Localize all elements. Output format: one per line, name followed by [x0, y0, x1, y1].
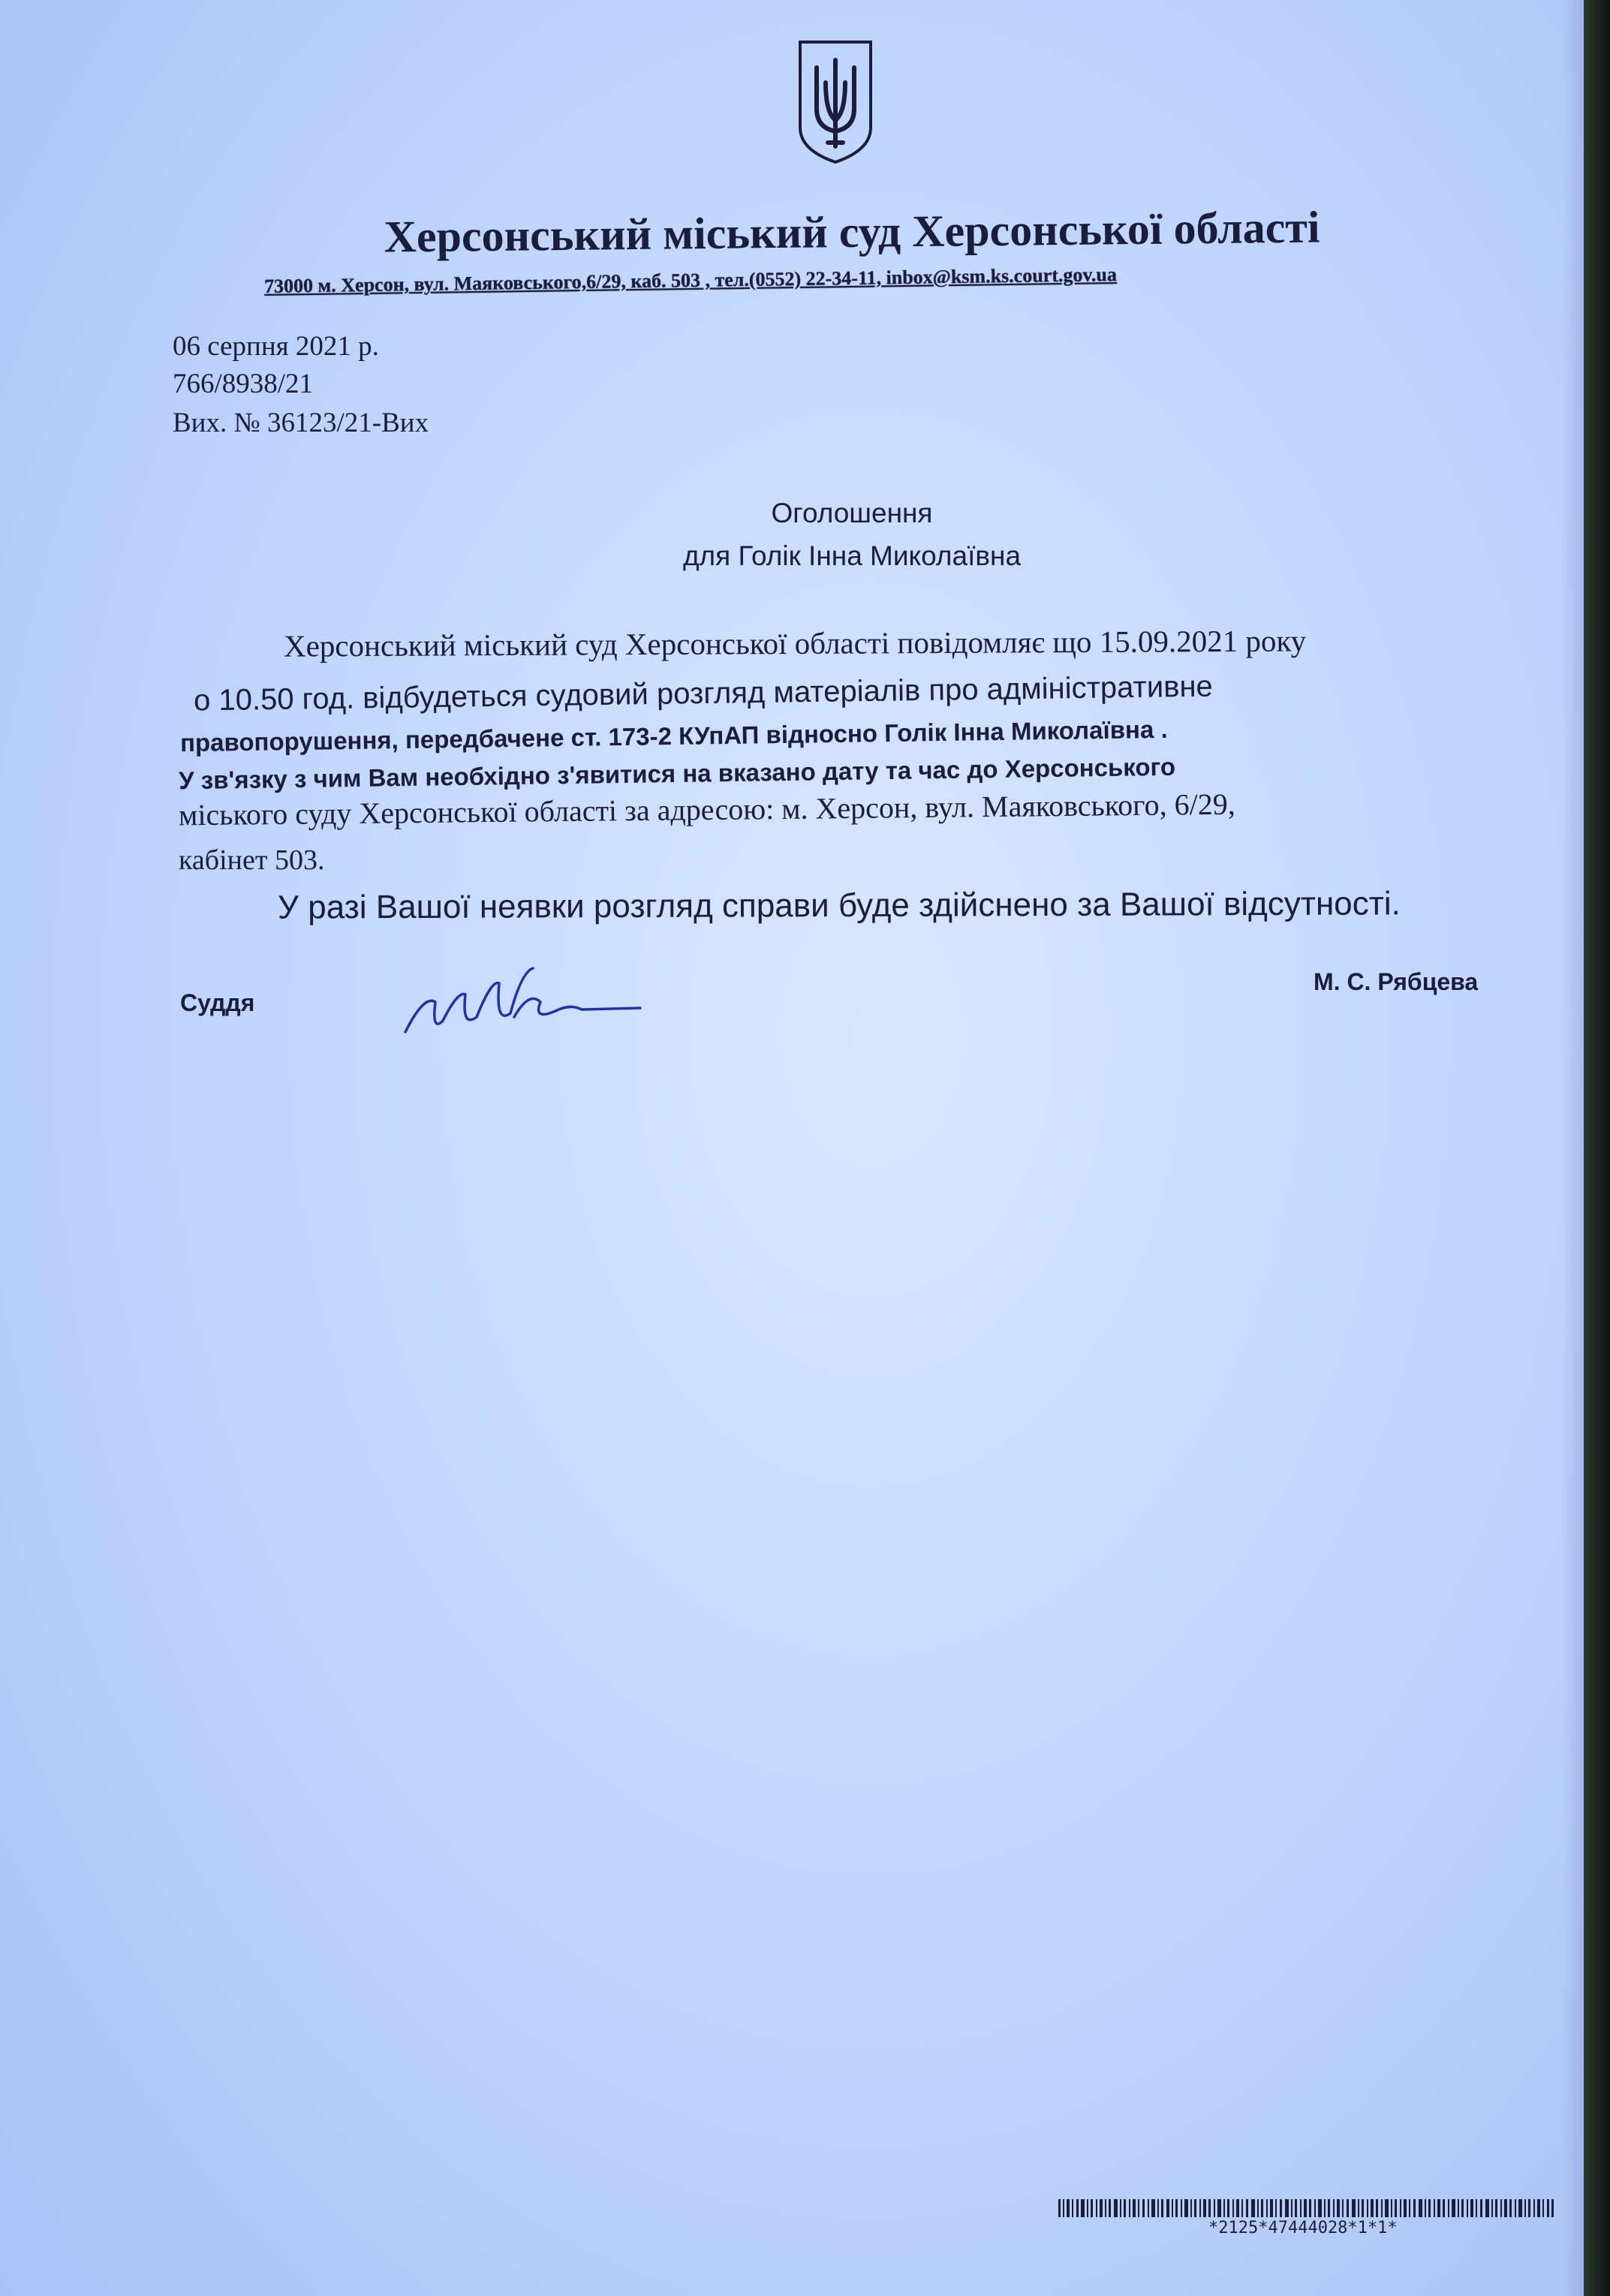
- barcode: [1058, 2199, 1554, 2217]
- judge-label: Суддя: [180, 989, 255, 1016]
- body-line-3: правопорушення, передбачене ст. 173-2 КУпАП відносно Голік Інна Миколаївна .: [179, 715, 1168, 757]
- body-line-1: Херсонський міський суд Херсонської області повідомляє що 15.09.2021 року: [283, 623, 1307, 664]
- notice-title: Оголошення: [771, 498, 933, 528]
- handwritten-signature: [402, 949, 642, 1055]
- notice-recipient: для Голік Інна Миколаївна: [682, 540, 1022, 571]
- body-line-4: У зв'язку з чим Вам необхідно з'явитися на вказано дату та час до Херсонського: [178, 752, 1176, 795]
- barcode-text: *2125*47444028*1*1*: [1208, 2219, 1398, 2237]
- outgoing-number: Вих. № 36123/21-Вих: [173, 408, 429, 438]
- judge-name: М. С. Рябцева: [1314, 968, 1479, 995]
- body-line-5: міського суду Херсонської області за адресою: м. Херсон, вул. Маяковського, 6/29,: [178, 787, 1235, 832]
- body-line-6: кабінет 503.: [179, 844, 325, 876]
- paper-shadow: [1561, 0, 1584, 2296]
- case-number: 766/8938/21: [173, 369, 314, 399]
- letter-date: 06 серпня 2021 р.: [173, 331, 379, 362]
- court-title: Херсонський міський суд Херсонської області: [384, 202, 1320, 262]
- body-line-2: о 10.50 год. відбудеться судовий розгляд матеріалів про адміністративне: [193, 670, 1214, 718]
- trident-emblem-icon: [794, 38, 877, 165]
- body-line-7: У разі Вашої неявки розгляд справи буде здійснено за Вашої відсутності.: [277, 885, 1401, 926]
- court-address: 73000 м. Херсон, вул. Маяковського,6/29, каб. 503 , тел.(0552) 22-34-11, inbox@ksm.ks.court.gov.ua: [263, 263, 1118, 297]
- background-edge: [1584, 0, 1610, 2296]
